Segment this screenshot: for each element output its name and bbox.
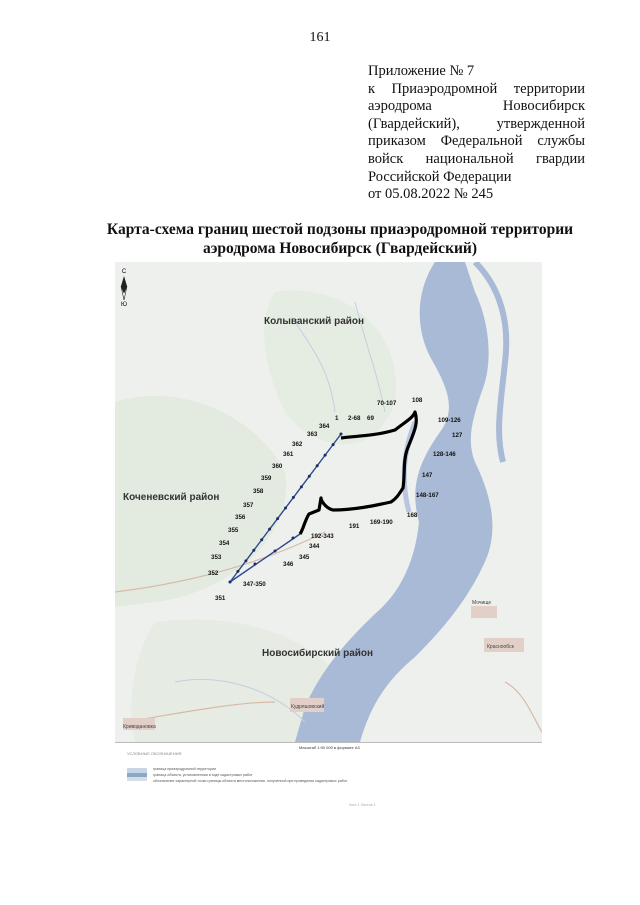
district-label: Коченевский район <box>123 492 220 503</box>
boundary-point-label: 169-190 <box>370 519 393 526</box>
boundary-point-label: 360 <box>272 463 283 470</box>
appendix-line: аэродрома Новосибирск <box>368 98 585 115</box>
boundary-point-marker <box>332 443 335 446</box>
appendix-line: Приложение № 7 <box>368 63 475 79</box>
boundary-point-label: 357 <box>243 502 254 509</box>
boundary-point-marker <box>316 464 319 467</box>
boundary-point-label: 147 <box>422 472 433 479</box>
boundary-point-label: 128-146 <box>433 451 456 458</box>
boundary-point-marker <box>292 496 295 499</box>
boundary-point-label: 362 <box>292 441 303 448</box>
boundary-point-marker <box>252 549 255 552</box>
boundary-point-marker <box>340 433 343 436</box>
boundary-point-label: 351 <box>215 595 226 602</box>
boundary-point-label: 358 <box>253 488 264 495</box>
boundary-point-marker <box>300 485 303 488</box>
boundary-point-label: 108 <box>412 397 423 404</box>
legend-heading: УСЛОВНЫЕ ОБОЗНАЧЕНИЯ <box>127 751 182 756</box>
appendix-line: Российской Федерации <box>368 168 512 185</box>
boundary-point-marker <box>292 537 295 540</box>
boundary-point-label: 363 <box>307 431 318 438</box>
boundary-point-marker <box>236 570 239 573</box>
map-title <box>80 220 600 258</box>
legend-item: граница приаэродромной территории <box>153 767 216 771</box>
boundary-point-label: 346 <box>283 561 294 568</box>
boundary-point-label: 356 <box>235 514 246 521</box>
boundary-point-label: 191 <box>349 523 360 530</box>
boundary-point-label: 1 <box>335 415 339 422</box>
district-label: Колыванский район <box>264 316 365 327</box>
map-legend <box>115 742 542 819</box>
settlement-label: Мочище <box>472 600 492 606</box>
boundary-point-marker <box>308 475 311 478</box>
boundary-point-label: 70-107 <box>377 400 397 407</box>
legend-swatch <box>127 768 147 781</box>
boundary-point-marker <box>254 563 257 566</box>
page-number: 161 <box>309 30 331 45</box>
boundary-point-label: 192-343 <box>311 533 334 540</box>
boundary-point-label: 353 <box>211 554 222 561</box>
appendix-line: от 05.08.2022 № 245 <box>368 186 494 203</box>
settlement-area <box>471 606 497 618</box>
boundary-point-label: 361 <box>283 451 294 458</box>
settlement-label: Криводановка <box>123 724 156 730</box>
district-label: Новосибирский район <box>262 648 374 659</box>
boundary-point-marker <box>324 454 327 457</box>
boundary-point-label: 127 <box>452 432 463 439</box>
settlement-label: Кудряшовский <box>291 704 325 710</box>
legend-item: обозначение характерной точки границы объекта местоположения, полученной при проведении кадастровых работ <box>153 779 348 783</box>
map-title-line1: Карта-схема границ шестой подзоны приаэродромной территории <box>106 221 574 238</box>
boundary-point-label: 2-68 <box>348 415 361 422</box>
boundary-point-label: 352 <box>208 570 219 577</box>
boundary-point-marker <box>274 550 277 553</box>
boundary-point-label: 344 <box>309 543 320 550</box>
compass-south-label: Ю <box>120 302 128 308</box>
scale-label: Масштаб 1:90 000 в формате А3 <box>299 745 360 750</box>
boundary-point-label: 355 <box>228 527 239 534</box>
appendix-line: (Гвардейский), утвержденной <box>368 115 585 132</box>
map-title-line2: аэродрома Новосибирск (Гвардейский) <box>202 240 478 257</box>
boundary-point-label: 168 <box>407 512 418 519</box>
boundary-point-label: 148-167 <box>416 492 439 499</box>
boundary-point-label: 364 <box>319 423 330 430</box>
boundary-point-label: 347-350 <box>243 581 266 588</box>
map-canvas <box>115 262 542 742</box>
boundary-point-label: 109-126 <box>438 417 461 424</box>
settlement-label: Краснообск <box>487 644 514 650</box>
boundary-point-label: 345 <box>299 554 310 561</box>
map-scheme <box>115 262 542 742</box>
boundary-point-label: 354 <box>219 540 230 547</box>
boundary-point-marker <box>260 538 263 541</box>
boundary-point-label: 69 <box>367 415 374 422</box>
appendix-header <box>368 63 585 204</box>
boundary-point-marker <box>244 559 247 562</box>
boundary-point-marker <box>268 528 271 531</box>
appendix-line: к Приаэродромной территории <box>368 80 585 97</box>
boundary-point-marker <box>276 517 279 520</box>
boundary-point-marker <box>284 507 287 510</box>
compass-north-label: С <box>121 269 127 275</box>
appendix-line: приказом Федеральной службы <box>368 133 585 150</box>
boundary-point-label: 359 <box>261 475 272 482</box>
appendix-line: войск национальной гвардии <box>368 150 585 167</box>
boundary-point-marker <box>229 581 232 584</box>
sheet-label: Лист 1 Листов 1 <box>349 803 376 807</box>
legend-item: граница объекта, установленная в ходе кадастровых работ <box>153 773 253 777</box>
